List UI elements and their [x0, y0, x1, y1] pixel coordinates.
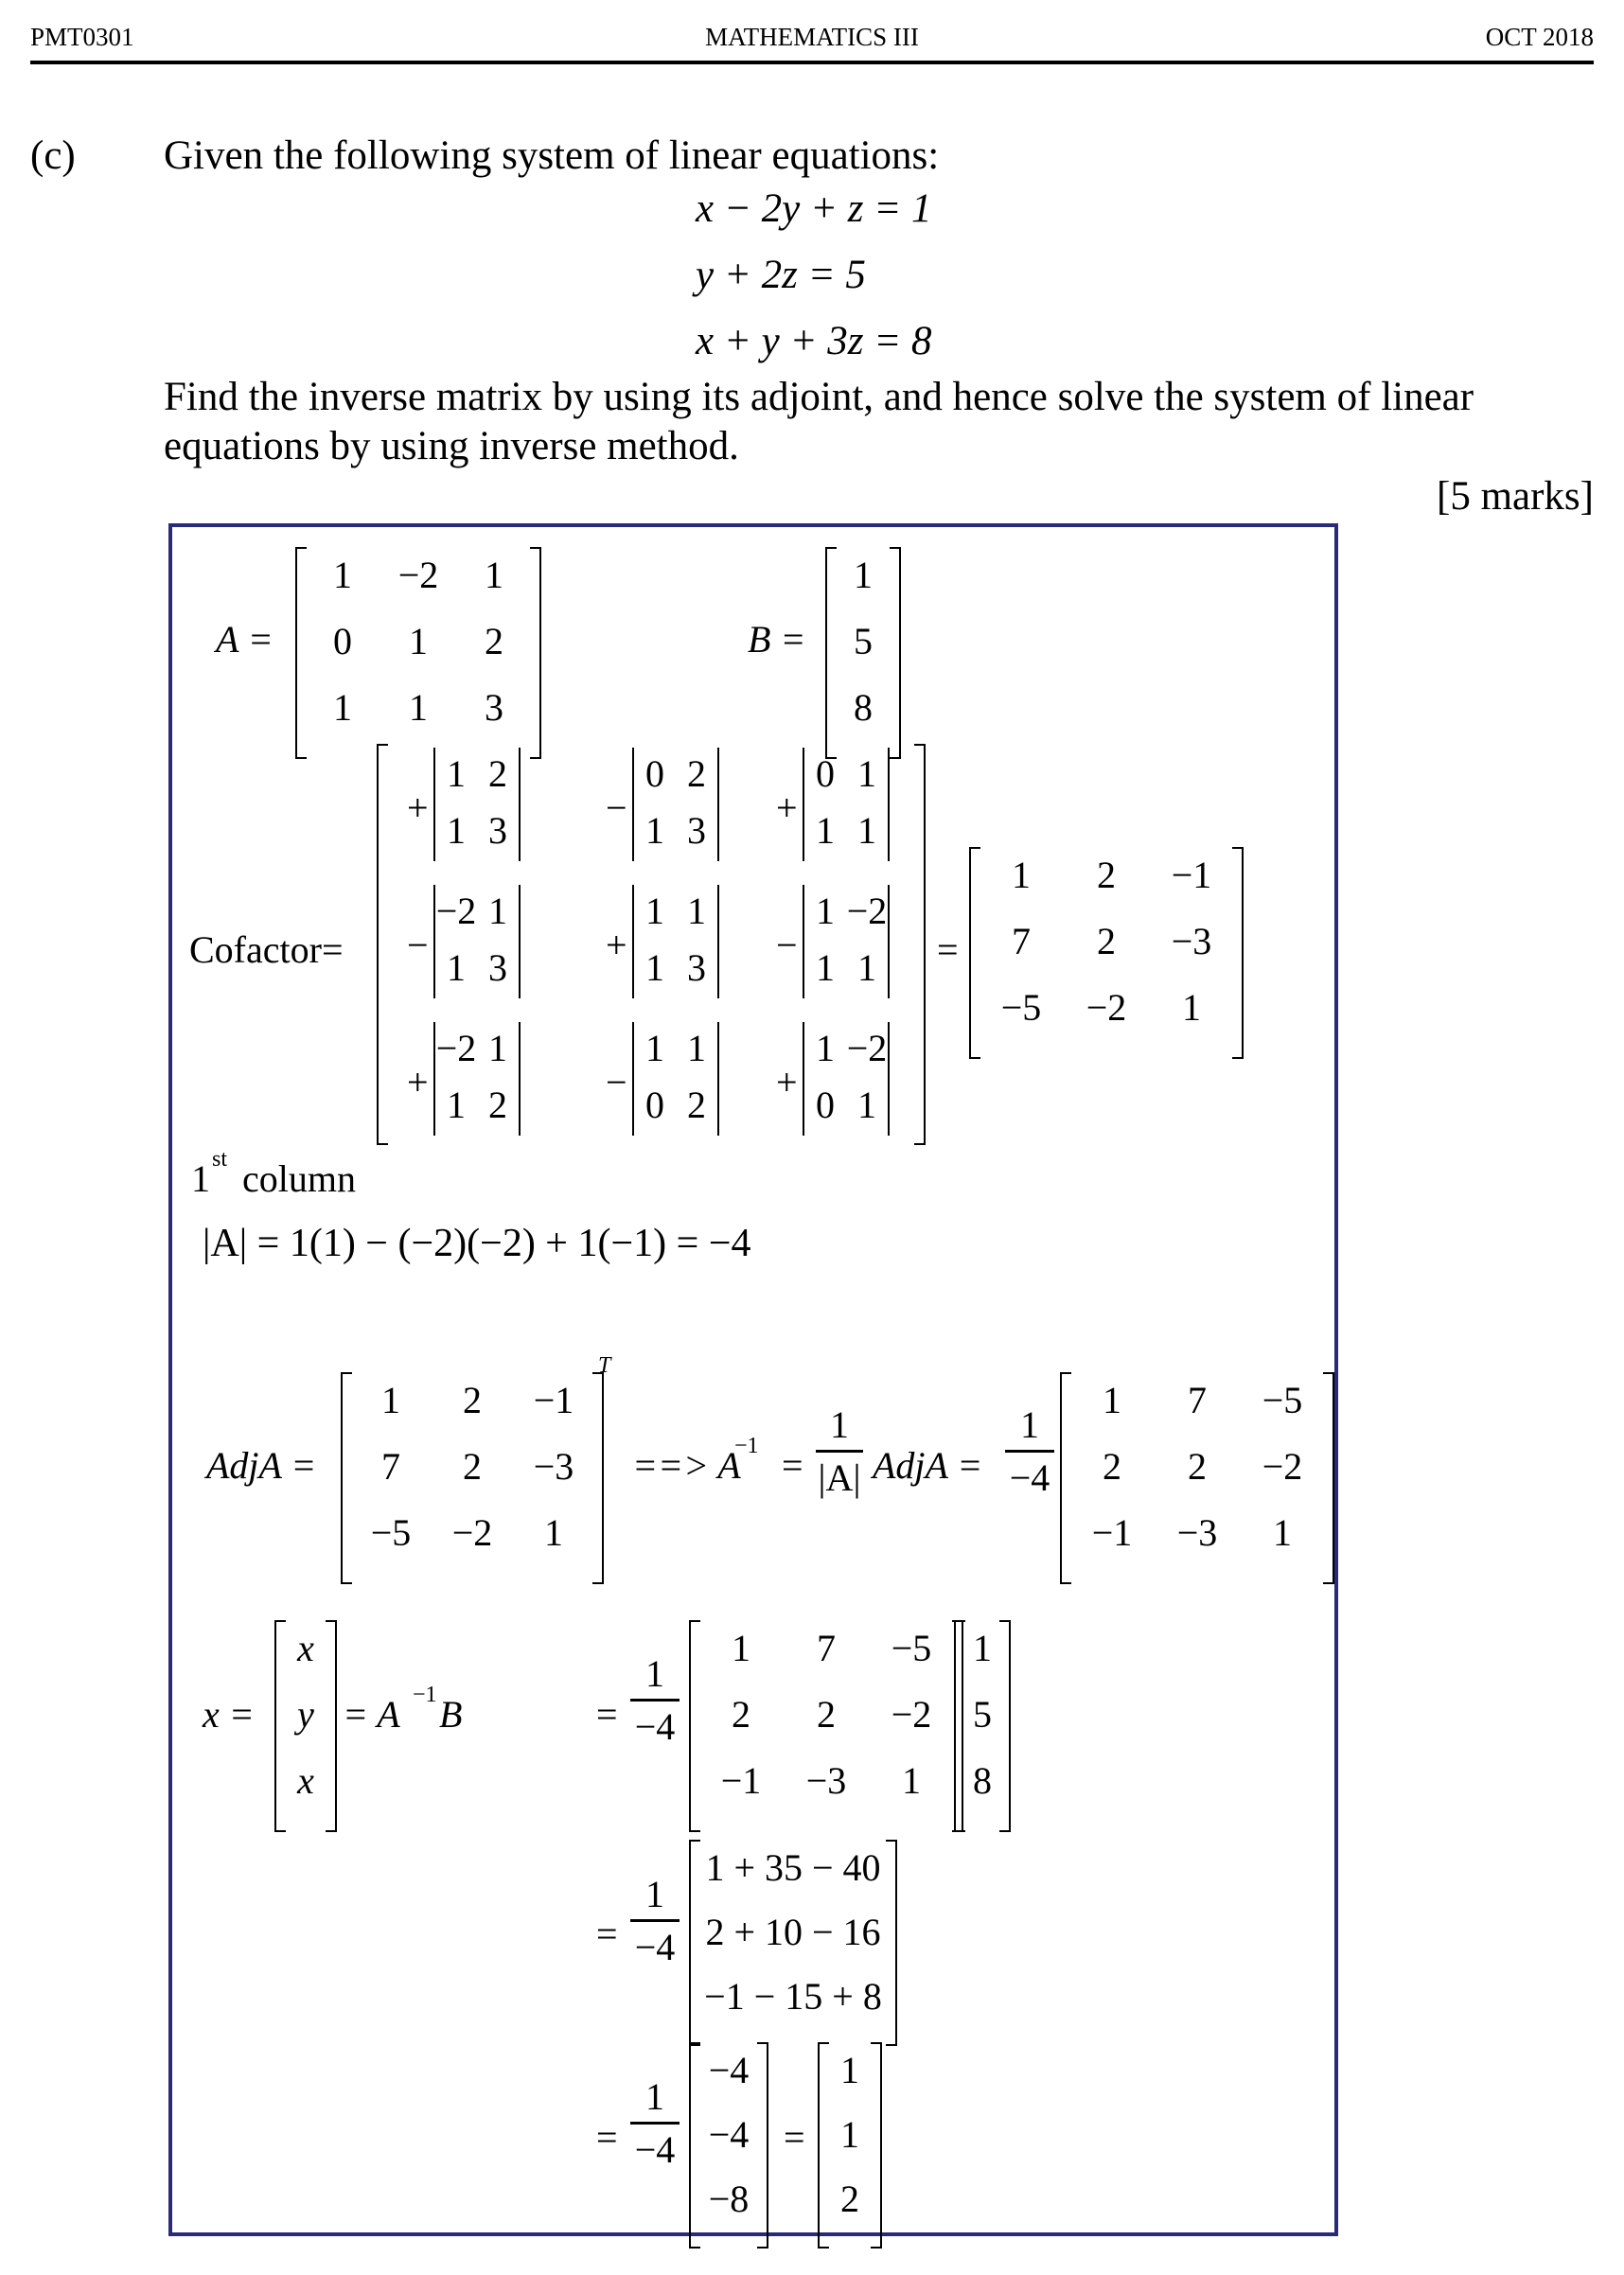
minor-cell: 1: [816, 890, 835, 932]
subject-title: MATHEMATICS III: [705, 23, 919, 51]
inverse-matrix-cell: −2: [1262, 1445, 1303, 1488]
frac-one-over-det-numerator: 1: [830, 1403, 849, 1446]
inverse-sup: −1: [734, 1434, 759, 1458]
minor-cell: −2: [846, 1027, 888, 1069]
minor-cell: 3: [488, 809, 507, 852]
cofactor-result-cell: 1: [1012, 854, 1031, 896]
inverse-matrix-cell: 1: [1273, 1511, 1292, 1554]
step2-matrix-cell: −5: [891, 1627, 932, 1669]
adj-matrix-cell: −3: [533, 1445, 574, 1488]
adj-matrix-cell: 1: [544, 1511, 563, 1554]
first-column-number: 1: [191, 1157, 210, 1200]
minor-cell: 2: [488, 752, 507, 795]
matrix-a-cell: 1: [409, 620, 428, 662]
cofactor-sign: −: [606, 786, 627, 829]
inverse-matrix-cell: 2: [1188, 1445, 1207, 1488]
adj-matrix-cell: 1: [381, 1379, 400, 1421]
step2-frac-bar: [630, 1699, 680, 1702]
step4-frac-numerator: 1: [645, 2075, 664, 2118]
inverse-matrix-cell: 2: [1103, 1445, 1121, 1488]
minor-right-bar: [519, 748, 521, 861]
adj-matrix-cell: 2: [463, 1379, 482, 1421]
minor-cell: 1: [816, 1027, 835, 1069]
result-equals: =: [784, 2116, 805, 2159]
step3-frac-numerator: 1: [645, 1873, 664, 1915]
frac-one-over-minus4-numerator: 1: [1020, 1403, 1039, 1446]
x-vector-cell: x: [297, 1627, 314, 1669]
matrix-a-cell: 3: [485, 686, 503, 729]
step2-matrix-cell: −3: [805, 1759, 847, 1802]
step2-matrix-cell: −1: [720, 1759, 762, 1802]
matrix-a-cell: 0: [333, 620, 352, 662]
matrix-b-cell: 8: [854, 686, 873, 729]
exam-date: OCT 2018: [1485, 23, 1594, 51]
minor-cell: 1: [857, 809, 876, 852]
step2-matrix-cell: −2: [891, 1693, 932, 1736]
minor-cell: 1: [447, 1084, 466, 1126]
inverse-matrix-cell: −3: [1176, 1511, 1218, 1554]
step4-frac-denominator: −4: [634, 2128, 676, 2171]
inverse-matrix-cell: 1: [1103, 1379, 1121, 1421]
x-vector-cell: x: [297, 1759, 314, 1802]
cofactor-result-cell: 2: [1097, 920, 1116, 962]
minor-cell: 3: [687, 809, 706, 852]
minor-cell: 1: [687, 890, 706, 932]
cofactor-sign: +: [776, 786, 798, 829]
cofactor-left-bracket: [377, 744, 388, 1145]
matrix-a-cell: 1: [333, 686, 352, 729]
step2-matrix-cell: 2: [817, 1693, 836, 1736]
step2-frac-numerator: 1: [645, 1652, 664, 1695]
header-rule: [30, 61, 1594, 64]
step2-vector-cell: 8: [973, 1759, 992, 1802]
matrix-b-label: B =: [748, 618, 806, 661]
minor-right-bar: [888, 885, 890, 998]
step4-vector-cell: −4: [708, 2113, 750, 2156]
marks: [5 marks]: [1437, 474, 1594, 519]
step4-vector-cell: −8: [708, 2178, 750, 2220]
inverse-equals: =: [782, 1444, 803, 1487]
cofactor-sign: −: [776, 924, 798, 966]
frac-one-over-minus4-denominator: −4: [1009, 1456, 1050, 1499]
minor-cell: 1: [816, 946, 835, 989]
frac-one-over-det-denominator: |A|: [818, 1456, 861, 1499]
adj-matrix-cell: 2: [463, 1445, 482, 1488]
matrix-a-label: A =: [216, 618, 274, 661]
minor-cell: 1: [447, 946, 466, 989]
minor-cell: 1: [857, 752, 876, 795]
matrix-a-cell: 1: [409, 686, 428, 729]
step4-equals: =: [596, 2116, 618, 2159]
minor-cell: 1: [645, 809, 664, 852]
matrix-b-cell: 1: [854, 554, 873, 596]
step3-vector-cell: −1 − 15 + 8: [704, 1975, 882, 2018]
minor-cell: 1: [816, 809, 835, 852]
cofactor-result-cell: −2: [1086, 986, 1127, 1029]
minor-right-bar: [717, 885, 719, 998]
matrix-a-cell: −2: [397, 554, 439, 596]
minor-cell: −2: [435, 890, 477, 932]
matrix-a-cell: 2: [485, 620, 503, 662]
minor-right-bar: [717, 1022, 719, 1136]
step2-matrix-cell: 1: [732, 1627, 750, 1669]
step2-vector-cell: 5: [973, 1693, 992, 1736]
step2-matrix-cell: 1: [902, 1759, 921, 1802]
step2-frac-denominator: −4: [634, 1705, 676, 1748]
step3-frac-denominator: −4: [634, 1926, 676, 1968]
cofactor-right-bracket: [914, 744, 926, 1145]
step3-frac-bar: [630, 1919, 680, 1922]
cofactor-result-cell: −3: [1171, 920, 1212, 962]
minor-cell: 3: [488, 946, 507, 989]
adj-matrix-cell: −2: [451, 1511, 493, 1554]
minor-cell: 0: [645, 752, 664, 795]
eq-a-inverse: = A: [343, 1693, 400, 1736]
inverse-matrix-cell: −5: [1262, 1379, 1303, 1421]
adj-matrix-cell: 7: [381, 1445, 400, 1488]
cofactor-equals: =: [937, 928, 959, 971]
minor-right-bar: [888, 1022, 890, 1136]
eq-b: B: [439, 1693, 463, 1736]
eq-a-inverse-sup: −1: [413, 1683, 437, 1707]
cofactor-sign: +: [776, 1061, 798, 1103]
minor-cell: 2: [687, 752, 706, 795]
implies-arrow: ==> A: [632, 1444, 741, 1487]
minor-cell: 1: [857, 946, 876, 989]
transpose-sup: T: [598, 1353, 611, 1378]
cofactor-result-cell: −1: [1171, 854, 1212, 896]
minor-cell: 1: [645, 946, 664, 989]
minor-cell: 1: [687, 1027, 706, 1069]
matrix-a-cell: 1: [333, 554, 352, 596]
adj-matrix-cell: −1: [533, 1379, 574, 1421]
cofactor-result-cell: −5: [1000, 986, 1042, 1029]
cofactor-label: Cofactor=: [189, 928, 344, 971]
cofactor-result-cell: 1: [1182, 986, 1201, 1029]
cofactor-result-cell: 2: [1097, 854, 1116, 896]
x-vector-cell: y: [297, 1693, 314, 1736]
minor-cell: 2: [687, 1084, 706, 1126]
matrix-b-cell: 5: [854, 620, 873, 662]
frac-one-over-minus4-bar: [1005, 1450, 1054, 1453]
minor-cell: 1: [488, 1027, 507, 1069]
cofactor-sign: +: [407, 786, 429, 829]
minor-cell: 1: [447, 752, 466, 795]
step2-matrix-cell: 7: [817, 1627, 836, 1669]
minor-right-bar: [888, 748, 890, 861]
equation-2: y + 2z = 5: [696, 253, 866, 297]
step4-frac-bar: [630, 2122, 680, 2125]
inverse-matrix-cell: −1: [1091, 1511, 1133, 1554]
minor-cell: 1: [645, 890, 664, 932]
inverse-matrix-cell: 7: [1188, 1379, 1207, 1421]
minor-cell: 1: [488, 890, 507, 932]
cofactor-result-cell: 7: [1012, 920, 1031, 962]
minor-cell: 1: [645, 1027, 664, 1069]
adj-label: AdjA =: [206, 1444, 317, 1487]
minor-cell: 0: [816, 752, 835, 795]
minor-right-bar: [519, 885, 521, 998]
step2-equals: =: [596, 1693, 618, 1736]
minor-cell: −2: [435, 1027, 477, 1069]
step2-matrix-cell: 2: [732, 1693, 750, 1736]
cofactor-sign: −: [606, 1061, 627, 1103]
minor-cell: 3: [687, 946, 706, 989]
instruction-line-2: equations by using inverse method.: [164, 424, 739, 468]
result-vector-cell: 1: [840, 2113, 859, 2156]
step3-vector-cell: 1 + 35 − 40: [705, 1846, 881, 1889]
minor-right-bar: [519, 1022, 521, 1136]
cofactor-sign: +: [606, 924, 627, 966]
step4-vector-cell: −4: [708, 2049, 750, 2091]
minor-cell: 2: [488, 1084, 507, 1126]
course-code: PMT0301: [30, 23, 134, 51]
minor-right-bar: [717, 748, 719, 861]
matrix-a-cell: 1: [485, 554, 503, 596]
frac-one-over-det-bar: [816, 1450, 863, 1453]
determinant-expression: |A| = 1(1) − (−2)(−2) + 1(−1) = −4: [203, 1222, 751, 1265]
minor-cell: 1: [857, 1084, 876, 1126]
minor-cell: 0: [645, 1084, 664, 1126]
first-column-word: column: [242, 1157, 356, 1200]
equation-3: x + y + 3z = 8: [696, 319, 932, 363]
equation-1: x − 2y + z = 1: [696, 186, 932, 231]
adj-matrix-cell: −5: [370, 1511, 412, 1554]
cofactor-sign: −: [407, 924, 429, 966]
minor-cell: 1: [447, 809, 466, 852]
step3-equals: =: [596, 1913, 618, 1955]
step2-vector-cell: 1: [973, 1627, 992, 1669]
adjA-text: AdjA =: [873, 1444, 983, 1487]
x-label: x =: [203, 1693, 255, 1736]
question-intro: Given the following system of linear equations:: [164, 133, 940, 178]
question-label: (c): [30, 133, 76, 178]
minor-cell: −2: [846, 890, 888, 932]
minor-cell: 0: [816, 1084, 835, 1126]
step3-vector-cell: 2 + 10 − 16: [705, 1911, 881, 1953]
first-column-sup: st: [212, 1147, 228, 1172]
instruction-line-1: Find the inverse matrix by using its adjoint, and hence solve the system of linear: [164, 375, 1474, 419]
result-vector-cell: 2: [840, 2178, 859, 2220]
cofactor-sign: +: [407, 1061, 429, 1103]
result-vector-cell: 1: [840, 2049, 859, 2091]
